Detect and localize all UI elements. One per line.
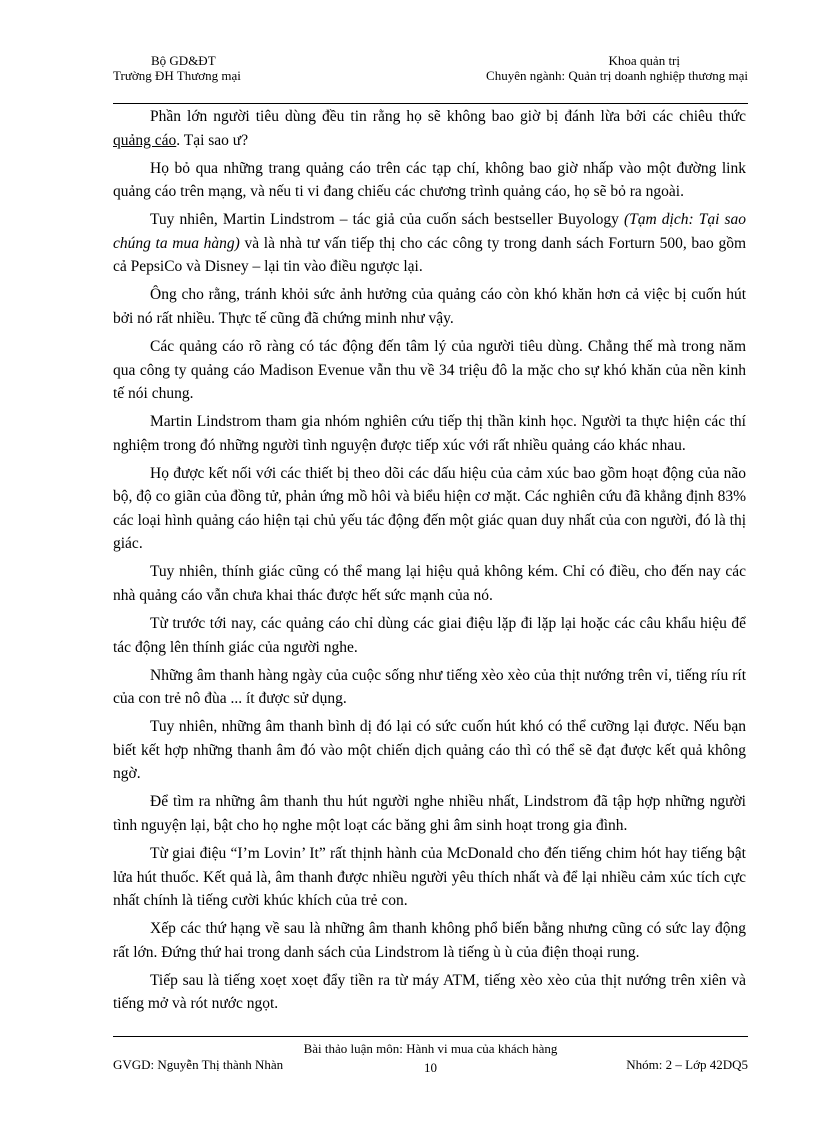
paragraph: Martin Lindstrom tham gia nhóm nghiên cứu tiếp thị thần kinh học. Người ta thực hiện các thí nghiệm trong đó những người tình nguyện được tiếp xúc với rất nhiều quảng cáo khác nhau. bbox=[113, 413, 746, 454]
book-title-translation: (Tạm dịch: Tại sao chúng ta mua hàng) bbox=[113, 211, 746, 252]
paragraph: Tuy nhiên, những âm thanh bình dị đó lại có sức cuốn hút khó có thể cưỡng lại được. Nếu bạn biết kết hợp những thanh âm đó vào một chiến dịch quảng cáo thì có thể sẽ đạt được kết quả không ngờ. bbox=[113, 718, 746, 783]
paragraph: Tuy nhiên, thính giác cũng có thể mang lại hiệu quả không kém. Chỉ có điều, cho đến nay các nhà quảng cáo vẫn chưa khai thác được hết sức mạnh của nó. bbox=[113, 563, 746, 605]
footer-row bbox=[113, 1056, 748, 1074]
page-header bbox=[113, 53, 748, 104]
paragraph: Họ bỏ qua những trang quảng cáo trên các tạp chí, không bao giờ nhấp vào một đường link quảng cáo trên mạng, và nếu ti vi đang chiếu các chương trình quảng cáo, họ sẽ bỏ ra ngoài. bbox=[113, 159, 746, 201]
paragraph: Tuy nhiên, Martin Lindstrom – tác giả của cuốn sách bestseller Buyology (Tạm dịch: Tại sao chúng ta mua hàng) và là nhà tư vấn tiếp thị cho các công ty trong danh sách Forturn 500, bao gồm cả PepsiCo và Disney – lại tin vào điều ngược lại. bbox=[113, 211, 747, 276]
paragraph: Ông cho rằng, tránh khỏi sức ảnh hưởng của quảng cáo còn khó khăn hơn cả việc bị cuốn hút bởi nó rất nhiều. Thực tế cũng đã chứng minh như vậy. bbox=[113, 286, 746, 327]
paragraph: Để tìm ra những âm thanh thu hút người nghe nhiều nhất, Lindstrom đã tập hợp những người tình nguyện lại, bật cho họ nghe một loạt các băng ghi âm sinh hoạt trong gia đình. bbox=[113, 793, 746, 834]
instructor-label: GVGD: Nguyễn Thị thành Nhàn bbox=[113, 1057, 284, 1072]
paragraph: Tiếp sau là tiếng xoẹt xoẹt đẩy tiền ra từ máy ATM, tiếng xèo xèo của thịt nướng trên xiên và tiếng mở và rót nước ngọt. bbox=[113, 971, 746, 1013]
paragraph: Xếp các thứ hạng về sau là những âm thanh không phổ biến bằng nhưng cũng có sức lay động rất lớn. Đứng thứ hai trong danh sách của Lindstrom là tiếng ù ù của điện thoại rung. bbox=[113, 920, 746, 961]
page-number: 10 bbox=[424, 1060, 437, 1075]
document-body bbox=[113, 105, 746, 1020]
university-label: Trường ĐH Thương mại bbox=[113, 68, 241, 83]
paragraph: Từ giai điệu “I’m Lovin’ It” rất thịnh hành của McDonald cho đến tiếng chim hót hay tiếng bật lửa hút thuốc. Kết quả là, âm thanh được nhiều người yêu thích nhất và để lại nhiều cảm xúc tích cực nhất chính là tiếng cười khúc khích của trẻ con. bbox=[113, 844, 746, 910]
paragraph: Các quảng cáo rõ ràng có tác động đến tâm lý của người tiêu dùng. Chẳng thế mà trong năm qua công ty quảng cáo Madison Evenue vẫn thu về 34 triệu đô la mặc cho sự khó khăn của nền kinh tế nói chung. bbox=[113, 337, 746, 403]
paragraph: Phần lớn người tiêu dùng đều tin rằng họ sẽ không bao giờ bị đánh lừa bởi các chiêu thức quảng cáo. Tại sao ư? bbox=[113, 108, 746, 149]
page-footer bbox=[113, 1036, 748, 1074]
ministry-label: Bộ GD&ĐT bbox=[151, 53, 216, 68]
faculty-label: Khoa quản trị bbox=[608, 53, 680, 68]
header-left bbox=[113, 53, 241, 83]
major-label: Chuyên ngành: Quản trị doanh nghiệp thương mại bbox=[486, 68, 748, 83]
paragraph: Những âm thanh hàng ngày của cuộc sống như tiếng xèo xèo của thịt nướng trên vỉ, tiếng ríu rít của con trẻ nô đùa ... ít được sử dụng. bbox=[113, 666, 746, 708]
advertising-link[interactable]: quảng cáo bbox=[113, 131, 177, 149]
group-label: Nhóm: 2 – Lớp 42DQ5 bbox=[626, 1057, 748, 1072]
paragraph: Họ được kết nối với các thiết bị theo dõi các dấu hiệu của cảm xúc bao gồm hoạt động của não bộ, độ co giãn của đồng tử, phản ứng mồ hôi và biểu hiện cơ mặt. Các nghiên cứu đã khẳng định 83% các loại hình quảng cáo hiện tại chủ yếu tác động đến một giác quan duy nhất của con người, đó là thị giác. bbox=[113, 464, 746, 553]
header-right bbox=[486, 53, 748, 83]
course-title: Bài thảo luận môn: Hành vi mua của khách hàng bbox=[303, 1041, 558, 1056]
paragraph: Từ trước tới nay, các quảng cáo chỉ dùng các giai điệu lặp đi lặp lại hoặc các câu khẩu hiệu để tác động lên thính giác của người nghe. bbox=[113, 615, 746, 656]
